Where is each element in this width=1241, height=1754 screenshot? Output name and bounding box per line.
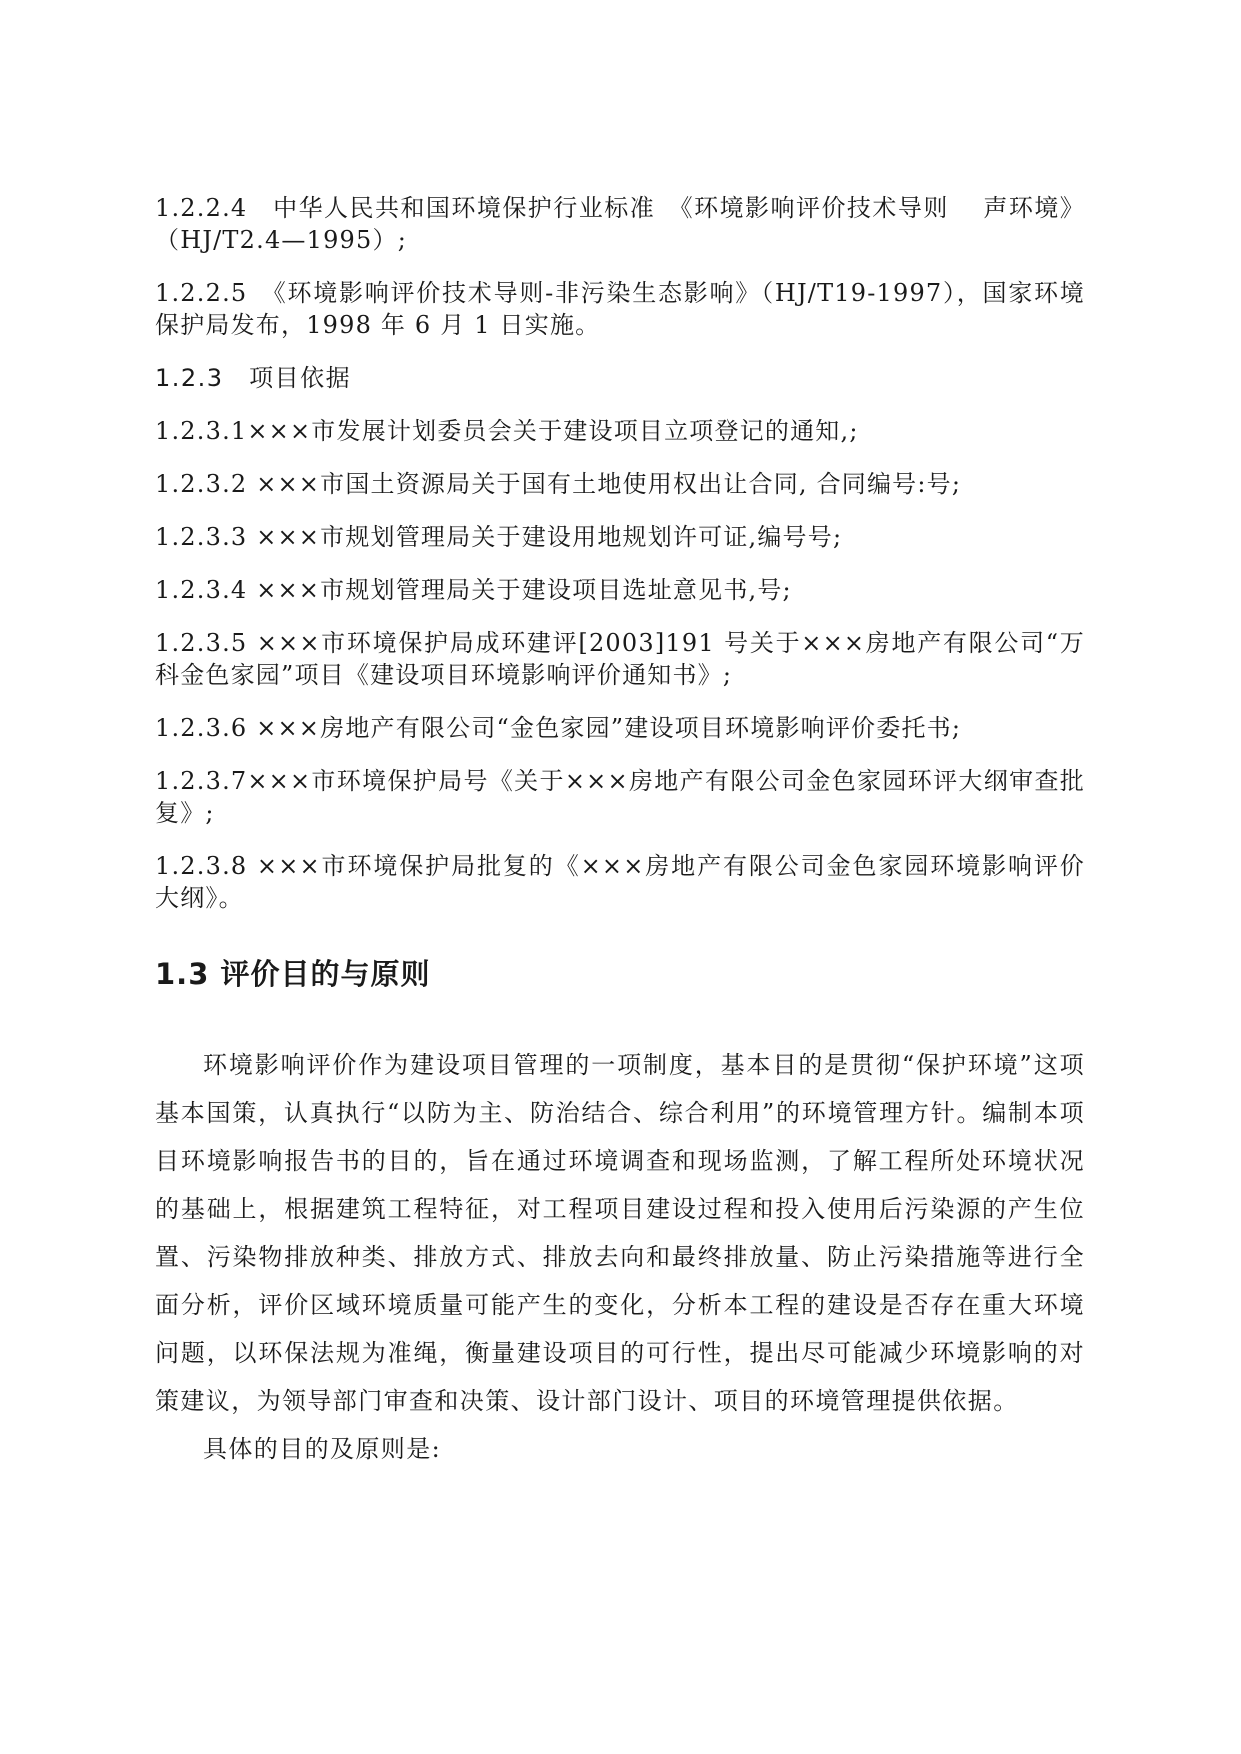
section-1-3-title: 1.3 评价目的与原则	[155, 957, 431, 991]
document-page	[155, 192, 1085, 1473]
item-1-2-3-1: 1.2.3.1×××市发展计划委员会关于建设项目立项登记的通知,;	[155, 417, 859, 445]
item-1-2-3-5: 1.2.3.5 ×××市环境保护局成环建评[2003]191 号关于×××房地产有限公司“万科金色家园”项目《建设项目环境影响评价通知书》;	[155, 629, 1085, 689]
item-1-2-3-7: 1.2.3.7×××市环境保护局号《关于×××房地产有限公司金色家园环评大纲审查批复》;	[155, 767, 1085, 827]
heading-1-2-3: 1.2.3 项目依据	[155, 364, 352, 392]
section-1-3-paragraph: 环境影响评价作为建设项目管理的一项制度，基本目的是贯彻“保护环境”这项基本国策，认真执行“以防为主、防治结合、综合利用”的环境管理方针。编制本项目环境影响报告书的目的，旨在通过环境调查和现场监测，了解工程所处环境状况的基础上，根据建筑工程特征，对工程项目建设过程和投入使用后污染源的产生位置、污染物排放种类、排放方式、排放去向和最终排放量、防止污染措施等进行全面分析，评价区域环境质量可能产生的变化，分析本工程的建设是否存在重大环境问题，以环保法规为准绳，衡量建设项目的可行性，提出尽可能减少环境影响的对策建议，为领导部门审查和决策、设计部门设计、项目的环境管理提供依据。	[155, 1051, 1085, 1415]
item-1-2-3-2: 1.2.3.2 ×××市国土资源局关于国有土地使用权出让合同, 合同编号:号;	[155, 470, 962, 498]
item-1-2-3-4: 1.2.3.4 ×××市规划管理局关于建设项目选址意见书,号;	[155, 576, 792, 604]
item-1-2-3-6: 1.2.3.6 ×××房地产有限公司“金色家园”建设项目环境影响评价委托书;	[155, 714, 962, 742]
item-1-2-2-4: 1.2.2.4 中华人民共和国环境保护行业标准 《环境影响评价技术导则 声环境》（HJ/T2.4—1995）;	[155, 194, 1085, 254]
item-1-2-2-5: 1.2.2.5 《环境影响评价技术导则-非污染生态影响》（HJ/T19-1997），国家环境保护局发布，1998 年 6 月 1 日实施。	[155, 279, 1085, 339]
section-1-3-intro-line: 具体的目的及原则是:	[203, 1435, 442, 1463]
item-1-2-3-3: 1.2.3.3 ×××市规划管理局关于建设用地规划许可证,编号号;	[155, 523, 843, 551]
item-1-2-3-8: 1.2.3.8 ×××市环境保护局批复的《×××房地产有限公司金色家园环境影响评价大纲》。	[155, 852, 1085, 912]
